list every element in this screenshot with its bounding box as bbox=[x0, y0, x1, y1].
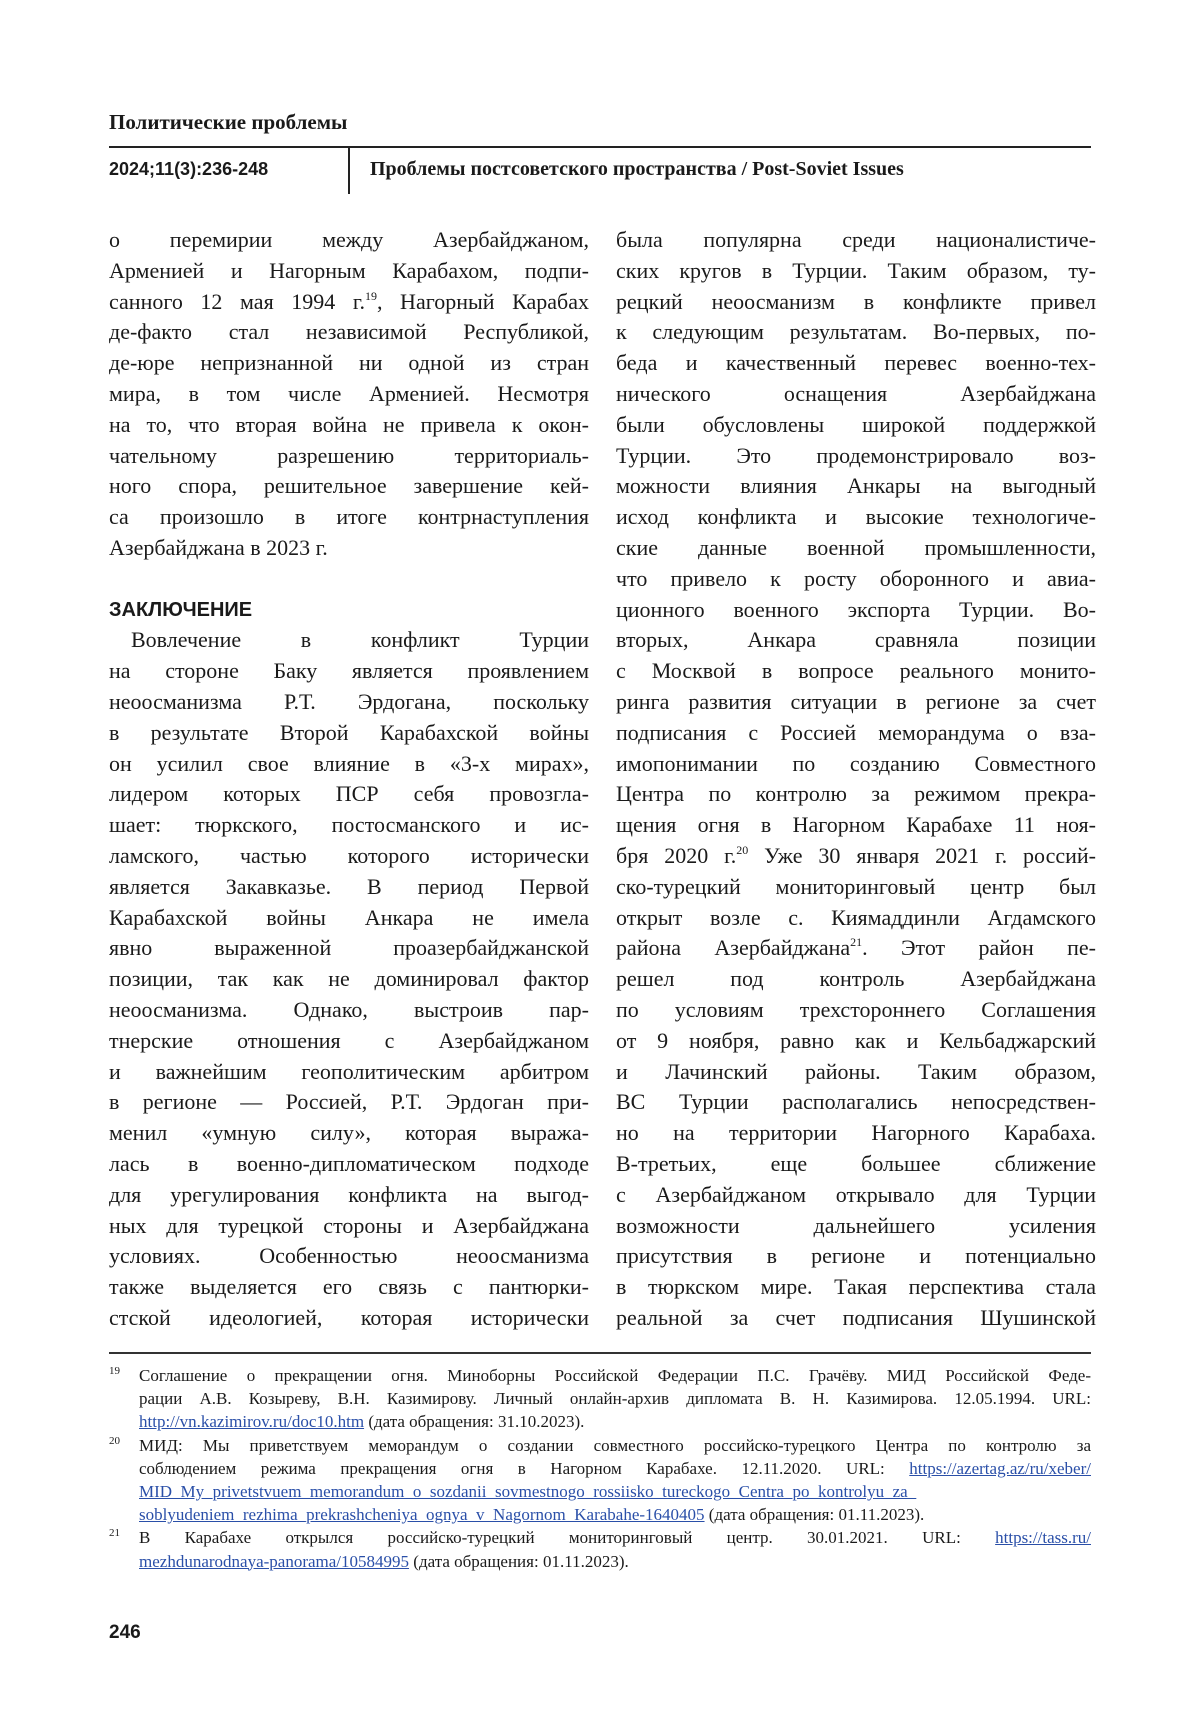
text-run: ско-турецкий мониторинговый центр был bbox=[616, 874, 1096, 899]
text-line bbox=[109, 348, 589, 379]
text-run: де-факто стал независимой Республикой, bbox=[109, 319, 589, 344]
text-run: Турции. Это продемонстрировало воз- bbox=[616, 443, 1096, 468]
text-run: Карабахской войны Анкара не имела bbox=[109, 905, 589, 930]
text-run: В-третьих, еще большее сближение bbox=[616, 1151, 1096, 1176]
text-run: ного спора, решительное завершение кей- bbox=[109, 473, 589, 498]
text-run: . Этот район пе- bbox=[862, 935, 1096, 960]
text-run: Уже 30 января 2021 г. россий- bbox=[748, 843, 1096, 868]
text-line bbox=[616, 841, 1096, 872]
text-line bbox=[109, 872, 589, 903]
section-title: Политические проблемы bbox=[109, 110, 347, 135]
text-run: он усилил свое влияние в «3-х мирах», bbox=[109, 751, 589, 776]
text-line bbox=[616, 256, 1096, 287]
text-line bbox=[616, 348, 1096, 379]
text-run: Вовлечение в конфликт Турции bbox=[131, 627, 589, 652]
text-run: Азербайджана в 2023 г. bbox=[109, 535, 328, 560]
text-line bbox=[616, 810, 1096, 841]
body-column-left bbox=[109, 225, 589, 1334]
text-line bbox=[109, 1057, 589, 1088]
text-line bbox=[616, 1303, 1096, 1334]
text-line bbox=[616, 1026, 1096, 1057]
text-run: и важнейшим геополитическим арбитром bbox=[109, 1059, 589, 1084]
text-run: Арменией и Нагорным Карабахом, подпи- bbox=[109, 258, 589, 283]
text-run: ламского, частью которого исторически bbox=[109, 843, 589, 868]
text-line bbox=[109, 841, 589, 872]
footnote-number: 21 bbox=[109, 1522, 120, 1545]
text-line bbox=[109, 317, 589, 348]
text-run: условиях. Особенностью неоосманизма bbox=[109, 1243, 589, 1268]
text-run: шает: тюркского, постосманского и ис- bbox=[109, 812, 589, 837]
text-line bbox=[109, 502, 589, 533]
text-run: и Лачинский районы. Таким образом, bbox=[616, 1059, 1096, 1084]
text-line bbox=[616, 995, 1096, 1026]
text-run: мира, в том числе Арменией. Несмотря bbox=[109, 381, 589, 406]
text-run: ских кругов в Турции. Таким образом, ту- bbox=[616, 258, 1096, 283]
text-line bbox=[616, 933, 1096, 964]
text-line bbox=[616, 317, 1096, 348]
text-line bbox=[616, 872, 1096, 903]
text-line bbox=[109, 933, 589, 964]
text-line bbox=[109, 1241, 589, 1272]
url-link[interactable]: mezhdunarodnaya-panorama/10584995 bbox=[139, 1552, 409, 1571]
text-run: неоосманизма Р.Т. Эрдогана, поскольку bbox=[109, 689, 589, 714]
text-line bbox=[616, 287, 1096, 318]
text-run: (дата обращения: 01.11.2023). bbox=[705, 1505, 925, 1524]
header-vertical-divider bbox=[348, 148, 350, 194]
text-line bbox=[109, 379, 589, 410]
text-run: лась в военно-дипломатическом подходе bbox=[109, 1151, 589, 1176]
text-line bbox=[109, 256, 589, 287]
text-run: беда и качественный перевес военно-тех- bbox=[616, 350, 1096, 375]
text-run: имопонимании по созданию Совместного bbox=[616, 751, 1096, 776]
text-run: в тюркском мире. Такая перспектива стала bbox=[616, 1274, 1096, 1299]
text-run: реальной за счет подписания Шушинской bbox=[616, 1305, 1096, 1330]
text-run: решел под контроль Азербайджана bbox=[616, 966, 1096, 991]
text-run: является Закавказье. В период Первой bbox=[109, 874, 589, 899]
text-run: де-юре непризнанной ни одной из стран bbox=[109, 350, 589, 375]
text-run: открыт возле с. Киямаддинли Агдамского bbox=[616, 905, 1096, 930]
url-link[interactable]: MID_My_privetstvuem_memorandum_o_sozdanii_sovmestnogo_rossiisko_tureckogo_Centra_po_kontrolyu_za_ bbox=[139, 1482, 916, 1501]
text-run: ных для турецкой стороны и Азербайджана bbox=[109, 1213, 589, 1238]
text-line bbox=[109, 441, 589, 472]
footnote-ref[interactable]: 21 bbox=[850, 935, 862, 949]
text-line bbox=[616, 964, 1096, 995]
text-run: о перемирии между Азербайджаном, bbox=[109, 227, 589, 252]
footnote-ref[interactable]: 20 bbox=[736, 843, 748, 857]
text-run: МИД: Мы приветствуем меморандум о создании совместного российско-турецкого Центра по контролю за bbox=[139, 1436, 1091, 1455]
text-run: Центра по контролю за режимом прекра- bbox=[616, 781, 1096, 806]
text-line bbox=[109, 1149, 589, 1180]
footnote-line bbox=[109, 1387, 1091, 1410]
text-line bbox=[109, 1211, 589, 1242]
footnote-line bbox=[109, 1550, 1091, 1573]
text-run: тнерские отношения с Азербайджаном bbox=[109, 1028, 589, 1053]
text-line bbox=[109, 564, 589, 595]
text-run: ционного военного экспорта Турции. Во- bbox=[616, 597, 1096, 622]
footnote-line bbox=[109, 1503, 1091, 1526]
text-run: ринга развития ситуации в регионе за счет bbox=[616, 689, 1096, 714]
text-line bbox=[109, 1272, 589, 1303]
text-line bbox=[616, 1118, 1096, 1149]
text-line bbox=[109, 1118, 589, 1149]
text-run: ВС Турции располагались непосредствен- bbox=[616, 1089, 1096, 1114]
text-line bbox=[109, 1087, 589, 1118]
text-run: по условиям трехстороннего Соглашения bbox=[616, 997, 1096, 1022]
text-run: что привело к росту оборонного и авиа- bbox=[616, 566, 1096, 591]
footnote-line bbox=[109, 1480, 1091, 1503]
text-run: позиции, так как не доминировал фактор bbox=[109, 966, 589, 991]
text-run: также выделяется его связь с пантюрки- bbox=[109, 1274, 589, 1299]
text-run: В Карабахе открылся российско-турецкий мониторинговый центр. 30.01.2021. URL: bbox=[139, 1528, 995, 1547]
text-run: менил «умную силу», которая выража- bbox=[109, 1120, 589, 1145]
footnote-number: 20 bbox=[109, 1430, 120, 1453]
text-line bbox=[616, 564, 1096, 595]
text-run: , Нагорный Карабах bbox=[377, 289, 589, 314]
text-line bbox=[109, 287, 589, 318]
text-run: соблюдением режима прекращения огня в Нагорном Карабахе. 12.11.2020. URL: bbox=[139, 1459, 909, 1478]
text-run: можности влияния Анкары на выгодный bbox=[616, 473, 1096, 498]
text-run: (дата обращения: 31.10.2023). bbox=[364, 1412, 584, 1431]
text-line bbox=[109, 903, 589, 934]
journal-title: Проблемы постсоветского пространства / Post-Soviet Issues bbox=[370, 158, 904, 181]
text-line bbox=[616, 225, 1096, 256]
url-link[interactable]: soblyudeniem_rezhima_prekrashcheniya_ognya_v_Nagornom_Karabahe-1640405 bbox=[139, 1505, 705, 1524]
text-line bbox=[616, 595, 1096, 626]
text-line bbox=[109, 1303, 589, 1334]
text-line bbox=[109, 964, 589, 995]
text-run: неоосманизма. Однако, выстроив пар- bbox=[109, 997, 589, 1022]
text-run: района Азербайджана bbox=[616, 935, 850, 960]
text-line bbox=[616, 533, 1096, 564]
text-run: Соглашение о прекращении огня. Миноборны Российской Федерации П.С. Грачёву. МИД Российской Феде- bbox=[139, 1366, 1091, 1385]
footnotes bbox=[109, 1364, 1091, 1573]
text-run: были обусловлены широкой поддержкой bbox=[616, 412, 1096, 437]
footnote-line bbox=[109, 1364, 1091, 1387]
text-run: стской идеологией, которая исторически bbox=[109, 1305, 589, 1330]
text-line bbox=[616, 1087, 1096, 1118]
text-line bbox=[616, 1241, 1096, 1272]
text-line bbox=[616, 1211, 1096, 1242]
text-line bbox=[616, 1180, 1096, 1211]
text-run: присутствия в регионе и потенциально bbox=[616, 1243, 1096, 1268]
text-run: к следующим результатам. Во-первых, по- bbox=[616, 319, 1096, 344]
text-line bbox=[109, 471, 589, 502]
text-run: ЗАКЛЮЧЕНИЕ bbox=[109, 599, 252, 621]
text-run: на то, что вторая война не привела к окон- bbox=[109, 412, 589, 437]
text-run: явно выраженной проазербайджанской bbox=[109, 935, 589, 960]
text-line bbox=[616, 749, 1096, 780]
text-line bbox=[109, 687, 589, 718]
text-line bbox=[109, 749, 589, 780]
text-run: бря 2020 г. bbox=[616, 843, 736, 868]
text-line bbox=[616, 1057, 1096, 1088]
text-run: была популярна среди националистиче- bbox=[616, 227, 1096, 252]
text-run: но на территории Нагорного Карабаха. bbox=[616, 1120, 1096, 1145]
text-line bbox=[109, 656, 589, 687]
text-line bbox=[616, 687, 1096, 718]
header-divider bbox=[109, 146, 1091, 148]
url-link[interactable]: https://tass.ru/ bbox=[995, 1528, 1091, 1547]
text-run: щения огня в Нагорном Карабахе 11 ноя- bbox=[616, 812, 1096, 837]
text-line bbox=[109, 718, 589, 749]
text-line bbox=[616, 903, 1096, 934]
text-run: лидером которых ПСР себя провозгла- bbox=[109, 781, 589, 806]
text-run: рецкий неоосманизм в конфликте привел bbox=[616, 289, 1096, 314]
text-line bbox=[616, 471, 1096, 502]
text-line bbox=[616, 441, 1096, 472]
text-line bbox=[616, 410, 1096, 441]
text-run: в регионе — Россией, Р.Т. Эрдоган при- bbox=[109, 1089, 589, 1114]
text-run: исход конфликта и высокие технологиче- bbox=[616, 504, 1096, 529]
text-line bbox=[616, 502, 1096, 533]
url-link[interactable]: https://azertag.az/ru/xeber/ bbox=[909, 1459, 1091, 1478]
text-line bbox=[616, 1149, 1096, 1180]
text-line bbox=[109, 625, 589, 656]
section-heading bbox=[109, 595, 589, 626]
footnote-line bbox=[109, 1434, 1091, 1457]
text-run: чательному разрешению территориаль- bbox=[109, 443, 589, 468]
text-run: (дата обращения: 01.11.2023). bbox=[409, 1552, 629, 1571]
footnote-divider bbox=[109, 1352, 1091, 1354]
text-line bbox=[109, 779, 589, 810]
text-line bbox=[109, 995, 589, 1026]
footnote-ref[interactable]: 19 bbox=[365, 289, 377, 303]
text-run: на стороне Баку является проявлением bbox=[109, 658, 589, 683]
text-line bbox=[109, 225, 589, 256]
text-run: возможности дальнейшего усиления bbox=[616, 1213, 1096, 1238]
issue-citation: 2024;11(3):236-248 bbox=[109, 159, 268, 180]
text-run: нического оснащения Азербайджана bbox=[616, 381, 1096, 406]
text-line bbox=[109, 410, 589, 441]
text-line bbox=[109, 1180, 589, 1211]
text-line bbox=[616, 718, 1096, 749]
text-line bbox=[109, 533, 589, 564]
text-run: ские данные военной промышленности, bbox=[616, 535, 1096, 560]
text-run: в результате Второй Карабахской войны bbox=[109, 720, 589, 745]
footnote-number: 19 bbox=[109, 1360, 120, 1383]
text-line bbox=[616, 656, 1096, 687]
text-line bbox=[616, 779, 1096, 810]
footnote-line bbox=[109, 1457, 1091, 1480]
footnote-line bbox=[109, 1526, 1091, 1549]
text-line bbox=[616, 1272, 1096, 1303]
page-number: 246 bbox=[109, 1622, 141, 1644]
text-run: для урегулирования конфликта на выгод- bbox=[109, 1182, 589, 1207]
body-column-right bbox=[616, 225, 1096, 1334]
text-run: рации А.В. Козыреву, В.Н. Казимирову. Личный онлайн-архив дипломата В. Н. Казимирова. 12.05.1994. URL: bbox=[139, 1389, 1091, 1408]
text-run: подписания с Россией меморандума о вза- bbox=[616, 720, 1096, 745]
text-line bbox=[109, 810, 589, 841]
text-run: вторых, Анкара сравняла позиции bbox=[616, 627, 1096, 652]
text-run: с Москвой в вопросе реального монито- bbox=[616, 658, 1096, 683]
text-run: от 9 ноября, равно как и Кельбаджарский bbox=[616, 1028, 1096, 1053]
text-run: санного 12 мая 1994 г. bbox=[109, 289, 365, 314]
text-line bbox=[616, 625, 1096, 656]
footnote-line bbox=[109, 1410, 1091, 1433]
text-line bbox=[616, 379, 1096, 410]
url-link[interactable]: http://vn.kazimirov.ru/doc10.htm bbox=[139, 1412, 364, 1431]
text-line bbox=[109, 1026, 589, 1057]
text-run: с Азербайджаном открывало для Турции bbox=[616, 1182, 1096, 1207]
text-run: са произошло в итоге контрнаступления bbox=[109, 504, 589, 529]
